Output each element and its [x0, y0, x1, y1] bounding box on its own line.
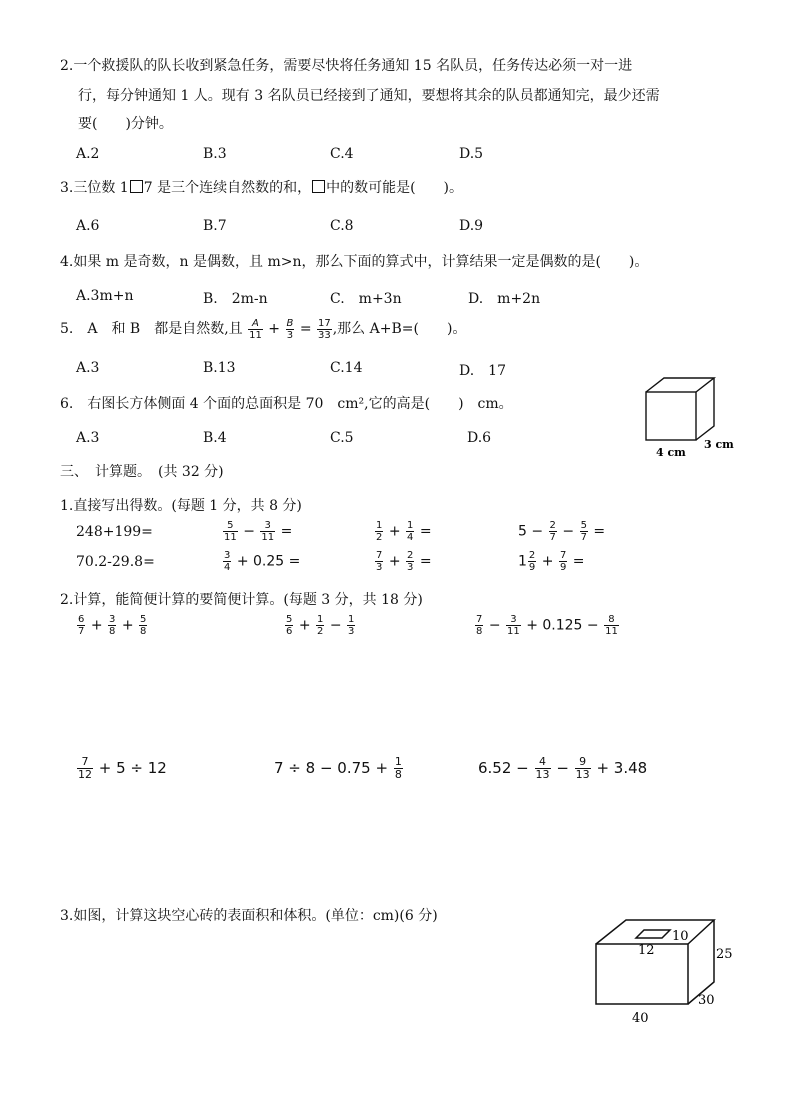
calc1-r1c4: 5 − $\frac{2}{7}$ − $\frac{5}{7}$ =: [518, 520, 606, 543]
q5-text: 5. A 和 B 都是自然数,且 $\frac{A}{11}$ + $\frac{B}{3}$ = $\frac{17}{33}$ ,那么 A+B=( )。: [60, 317, 467, 341]
q2-line2: 行，每分钟通知 1 人。现有 3 名队员已经接到了通知，要想将其余的队员都通知完，最少还需: [78, 88, 660, 104]
q4-option-d: D. m+2n: [468, 291, 541, 307]
calc1-r2c3: $\frac{7}{3}$ + $\frac{2}{3}$ =: [376, 550, 432, 573]
q2-line1: 2.一个救援队的队长收到紧急任务，需要尽快将任务通知 15 名队员，任务传达必须一对一进: [60, 58, 633, 74]
label-hole-depth: 10: [672, 929, 689, 944]
calc1-r2c1: 70.2-29.8=: [76, 554, 155, 570]
hollow-brick-figure: [588, 912, 758, 1032]
label-height: 25: [716, 947, 733, 962]
q6-option-a: A.3: [76, 430, 100, 446]
q2-line3: 要( )分钟。: [78, 116, 173, 132]
q4-text: 4.如果 m 是奇数，n 是偶数，且 m>n，那么下面的算式中，计算结果一定是偶数的是( )。: [60, 254, 649, 270]
q4-option-c: C. m+3n: [330, 291, 402, 307]
q3-option-a: A.6: [76, 218, 100, 234]
q3-option-d: D.9: [459, 218, 484, 234]
cuboid-figure: [636, 370, 746, 462]
calc1-r2c4: 1 $\frac{2}{9}$ + $\frac{7}{9}$ =: [518, 550, 585, 573]
q2-option-d: D.5: [459, 146, 484, 162]
calc2-title: 2.计算，能简便计算的要简便计算。(每题 3 分，共 18 分): [60, 592, 423, 608]
blank-box: [312, 180, 325, 193]
q3-text: 3.三位数 1 7 是三个连续自然数的和， 中的数可能是( )。: [60, 180, 464, 196]
section-title: 三、 计算题。 (共 32 分): [60, 464, 224, 480]
q6-text: 6. 右图长方体侧面 4 个面的总面积是 70 cm²,它的高是( ) cm。: [60, 396, 513, 412]
calc1-r2c2: $\frac{3}{4}$ + 0.25 =: [224, 550, 301, 573]
q4-option-b: B. 2m-n: [203, 291, 268, 307]
calc1-r1c2: $\frac{5}{11}$ − $\frac{3}{11}$ =: [224, 520, 293, 543]
q5-option-a: A.3: [76, 360, 100, 376]
label-hole-width: 12: [638, 943, 655, 958]
q4-option-a: A.3m+n: [76, 288, 134, 304]
q3-option-b: B.7: [203, 218, 227, 234]
q6-option-c: C.5: [330, 430, 354, 446]
q5-option-b: B.13: [203, 360, 236, 376]
calc3-title: 3.如图，计算这块空心砖的表面积和体积。(单位：cm)(6 分): [60, 908, 438, 924]
q5-option-c: C.14: [330, 360, 363, 376]
q3-option-c: C.8: [330, 218, 354, 234]
calc1-r1c3: $\frac{1}{2}$ + $\frac{1}{4}$ =: [376, 520, 432, 543]
calc2-expr3: $\frac{7}{8}$ − $\frac{3}{11}$ + 0.125 − $\frac{8}{11}$: [476, 614, 618, 637]
calc1-r1c1: 248+199=: [76, 524, 153, 540]
calc2-expr2: $\frac{5}{6}$ + $\frac{1}{2}$ − $\frac{1}{3}$: [286, 614, 355, 637]
label-depth: 30: [698, 993, 715, 1008]
fraction: $\frac{A}{11}$: [249, 317, 262, 341]
label-width: 3 cm: [704, 438, 734, 451]
calc2-expr5: 7 ÷ 8 − 0.75 + $\frac{1}{8}$: [274, 755, 402, 781]
q5-option-d: D. 17: [459, 363, 506, 379]
q2-option-c: C.4: [330, 146, 354, 162]
fraction: $\frac{B}{3}$: [286, 317, 294, 341]
q6-option-d: D.6: [467, 430, 492, 446]
label-length: 40: [632, 1011, 649, 1026]
q2-option-a: A.2: [76, 146, 100, 162]
calc2-expr6: 6.52 − $\frac{4}{13}$ − $\frac{9}{13}$ + 3.48: [478, 755, 648, 781]
calc2-expr4: $\frac{7}{12}$ + 5 ÷ 12: [78, 755, 167, 781]
label-length: 4 cm: [656, 446, 686, 459]
calc1-title: 1.直接写出得数。(每题 1 分，共 8 分): [60, 498, 302, 514]
q6-option-b: B.4: [203, 430, 227, 446]
fraction: $\frac{17}{33}$: [318, 317, 331, 341]
calc2-expr1: $\frac{6}{7}$ + $\frac{3}{8}$ + $\frac{5}{8}$: [78, 614, 147, 637]
q2-option-b: B.3: [203, 146, 227, 162]
blank-box: [130, 180, 143, 193]
